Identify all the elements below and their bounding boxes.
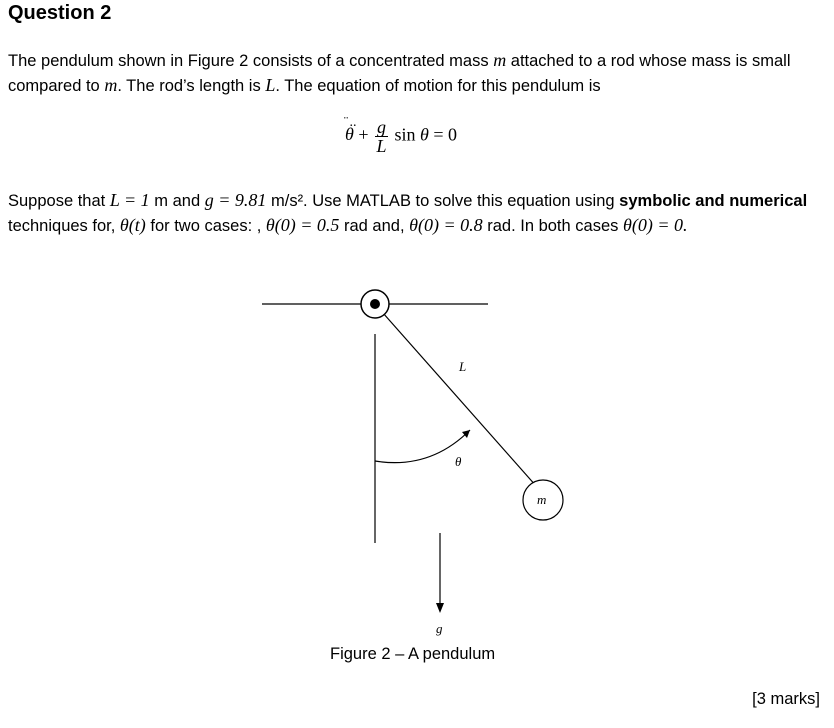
text: . The equation of motion for this pendulum is	[275, 77, 601, 95]
math-case2: θ(0) = 0.8	[409, 215, 483, 235]
bold-text: symbolic and numerical	[619, 192, 808, 210]
equals-zero: = 0	[433, 124, 458, 145]
text: . The rod’s length is	[117, 77, 261, 95]
text: attached to a rod whose mass is small compared to	[8, 52, 791, 95]
math-theta-dot: θ(0) = 0.	[622, 215, 688, 235]
text: rad and,	[344, 217, 405, 235]
marks-label: [3 marks]	[752, 690, 820, 708]
text: m and	[154, 192, 201, 210]
text: Suppose that	[8, 192, 106, 210]
math-m: m	[104, 75, 118, 95]
text: m/s². Use MATLAB to solve this equation using	[270, 192, 615, 210]
math-theta-t: θ(t)	[119, 215, 146, 235]
label-g: g	[436, 621, 443, 636]
plus-sign: +	[358, 124, 369, 145]
numerator: g	[377, 117, 386, 137]
text: techniques for,	[8, 217, 116, 235]
denominator: L	[376, 136, 387, 156]
math-L-value: L = 1	[109, 190, 150, 210]
math-m: m	[493, 50, 507, 70]
text: rad. In both cases	[487, 217, 619, 235]
theta-ddot: θ	[345, 123, 354, 144]
label-theta: θ	[455, 454, 462, 469]
text: for two cases: ,	[150, 217, 262, 235]
label-m: m	[537, 492, 547, 507]
equation-of-motion: θ ̈ .. + $\frac{g}{L}$ sin θ = 0	[345, 114, 458, 156]
text: The pendulum shown in Figure 2 consists of a concentrated mass	[8, 52, 489, 70]
figure-caption: Figure 2 – A pendulum	[330, 645, 496, 663]
label-L: L	[459, 359, 467, 374]
question-title: Question 2	[8, 2, 112, 24]
pivot-dot	[370, 299, 380, 309]
math-L: L	[265, 75, 276, 95]
theta: θ	[420, 124, 429, 145]
math-case1: θ(0) = 0.5	[265, 215, 340, 235]
math-g-value: g = 9.81	[204, 190, 267, 210]
sin-function: sin	[394, 124, 416, 145]
gravity-arrowhead	[436, 603, 444, 613]
